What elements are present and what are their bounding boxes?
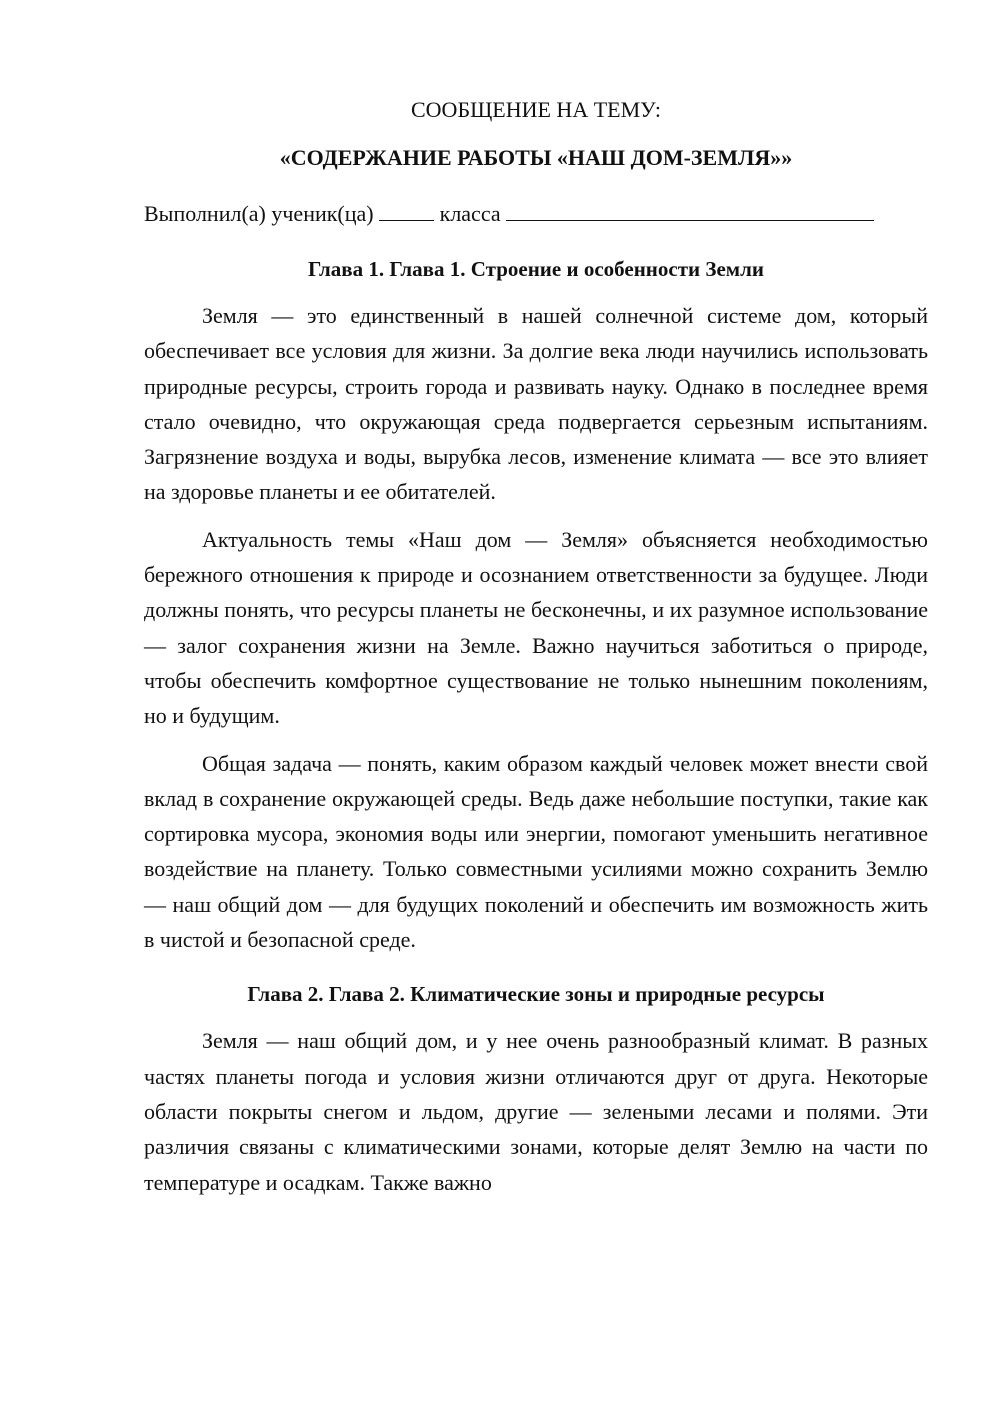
chapter-2-heading: Глава 2. Глава 2. Климатические зоны и природные ресурсы: [247, 982, 825, 1007]
chapter-1-paragraph-2: Актуальность темы «Наш дом — Земля» объясняется необходимостью бережного отношения к природе и осознанием ответственности за будущее. Люди должны понять, что ресурсы планеты не бесконечны, и их разумное использование — залог сохранения жизни на Земле. Важно научиться заботиться о природе, чтобы обеспечить комфортное существование не только нынешним поколениям, но и будущим.: [144, 526, 928, 729]
class-number-blank: [379, 198, 434, 221]
author-name-blank: [506, 198, 874, 221]
document-title: СООБЩЕНИЕ НА ТЕМУ:: [411, 97, 661, 122]
document-body: [144, 92, 928, 1200]
class-label: класса: [439, 201, 501, 226]
chapter-2-paragraph-1: Земля — наш общий дом, и у нее очень разнообразный климат. В разных частях планеты погода и условия жизни отличаются друг от друга. Некоторые области покрыты снегом и льдом, другие — зелеными лесами и полями. Эти различия связаны с климатическими зонами, которые делят Землю на части по температуре и осадкам. Также важно: [144, 1028, 928, 1195]
author-prefix: Выполнил(а) ученик(ца): [144, 201, 374, 226]
document-subtitle: «СОДЕРЖАНИЕ РАБОТЫ «НАШ ДОМ-ЗЕМЛЯ»»: [279, 145, 793, 170]
chapter-1-paragraph-3: Общая задача — понять, каким образом каждый человек может внести свой вклад в сохранение окружающей среды. Ведь даже небольшие поступки, такие как сортировка мусора, экономия воды или энергии, помогают уменьшить негативное воздействие на планету. Только совместными усилиями можно сохранить Землю — наш общий дом — для будущих поколений и обеспечить им возможность жить в чистой и безопасной среде.: [144, 750, 928, 953]
chapter-1-heading: Глава 1. Глава 1. Строение и особенности Земли: [308, 257, 764, 281]
author-line: [144, 196, 928, 232]
chapter-1-paragraph-1: Земля — это единственный в нашей солнечной системе дом, который обеспечивает все условия для жизни. За долгие века люди научились использовать природные ресурсы, строить города и развивать науку. Однако в последнее время стало очевидно, что окружающая среда подвергается серьезным испытаниям. Загрязнение воздуха и воды, вырубка лесов, изменение климата — все это влияет на здоровье планеты и ее обитателей.: [144, 303, 928, 505]
